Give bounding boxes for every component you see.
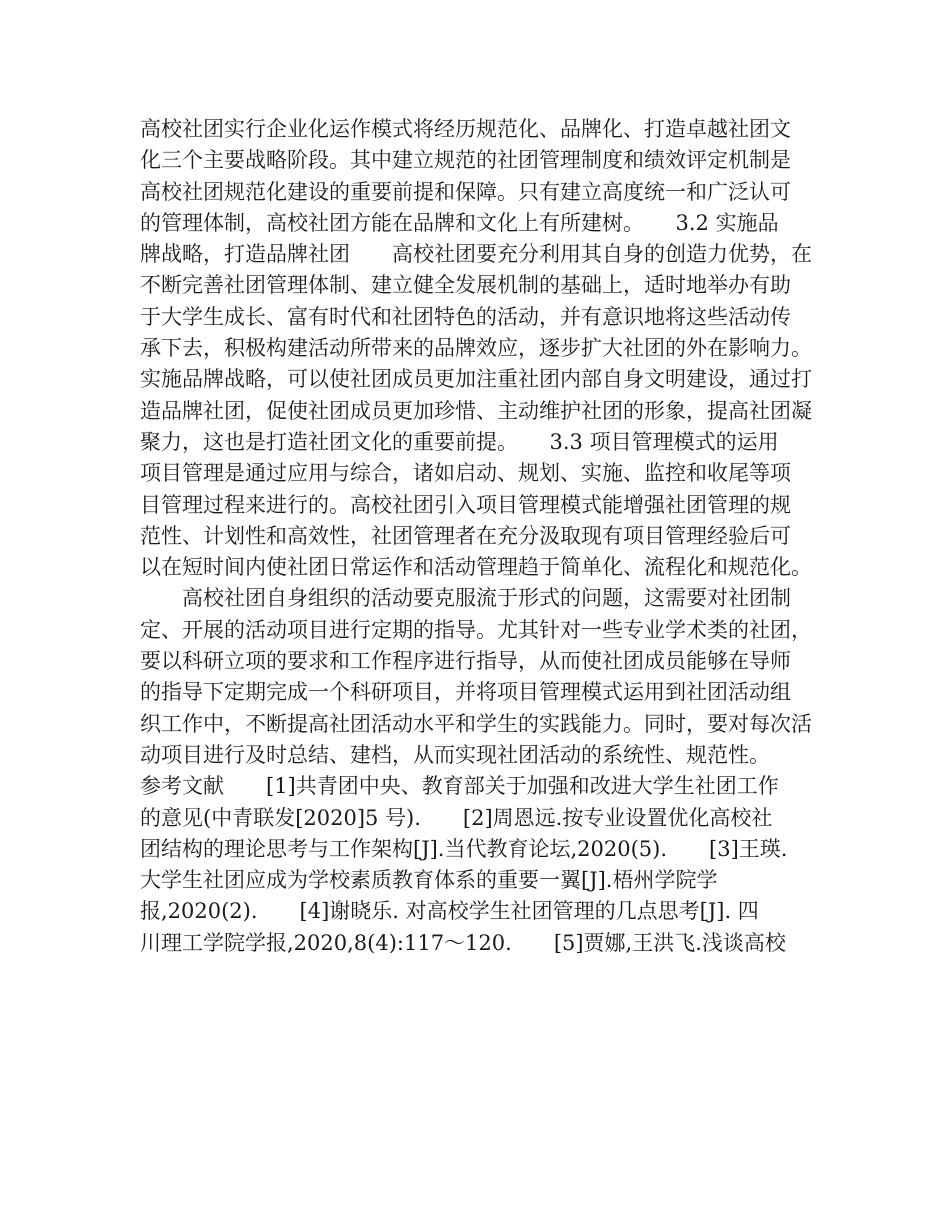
text-line: 造品牌社团，促使社团成员更加珍惜、主动维护社团的形象，提高社团凝 [140,398,812,423]
text-line: 大学生社团应成为学校素质教育体系的重要一翼[J].梧州学院学 [140,868,718,893]
text-line: 高校社团规范化建设的重要前提和保障。只有建立高度统一和广泛认可 [140,179,791,204]
text-line: 以在短时间内使社团日常运作和活动管理趋于简单化、流程化和规范化。 [140,555,812,580]
body-text [140,114,820,959]
text-line: 牌战略，打造品牌社团 高校社团要充分利用其自身的创造力优势，在 [140,242,812,267]
text-line: 的指导下定期完成一个科研项目，并将项目管理模式运用到社团活动组 [140,680,791,705]
text-line: 报,2020(2). [4]谢晓乐. 对高校学生社团管理的几点思考[J]. 四 [140,899,759,924]
text-line: 川理工学院学报,2020,8(4):117～120. [5]贾娜,王洪飞.浅谈高校 [140,930,786,955]
text-line: 要以科研立项的要求和工作程序进行指导，从而使社团成员能够在导师 [140,649,791,674]
text-line: 的意见(中青联发[2020]5 号). [2]周恩远.按专业设置优化高校社 [140,805,773,830]
text-line: 项目管理是通过应用与综合，诸如启动、规划、实施、监控和收尾等项 [140,461,791,486]
text-line: 目管理过程来进行的。高校社团引入项目管理模式能增强社团管理的规 [140,492,791,517]
text-line: 织工作中，不断提高社团活动水平和学生的实践能力。同时，要对每次活 [140,711,812,736]
text-line: 动项目进行及时总结、建档，从而实现社团活动的系统性、规范性。 [140,742,770,767]
text-line: 高校社团实行企业化运作模式将经历规范化、品牌化、打造卓越社团文 [140,117,791,141]
text-line: 的管理体制，高校社团方能在品牌和文化上有所建树。 3.2 实施品 [140,210,779,235]
text-line: 承下去，积极构建活动所带来的品牌效应，逐步扩大社团的外在影响力。 [140,336,812,361]
text-line: 于大学生成长、富有时代和社团特色的活动，并有意识地将这些活动传 [140,304,791,329]
text-line: 聚力，这也是打造社团文化的重要前提。 3.3 项目管理模式的运用 [140,429,779,454]
text-line: 化三个主要战略阶段。其中建立规范的社团管理制度和绩效评定机制是 [140,148,791,173]
text-line: 定、开展的活动项目进行定期的指导。尤其针对一些专业学术类的社团， [140,617,812,642]
text-line: 参考文献 [1]共青团中央、教育部关于加强和改进大学生社团工作 [140,774,779,799]
text-line: 不断完善社团管理体制、建立健全发展机制的基础上，适时地举办有助 [140,273,791,298]
text-line: 范性、计划性和高效性，社团管理者在充分汲取现有项目管理经验后可 [140,523,791,548]
text-line: 团结构的理论思考与工作架构[J].当代教育论坛,2020(5). [3]王瑛. [140,836,788,861]
text-line: 高校社团自身组织的活动要克服流于形式的问题，这需要对社团制 [140,586,791,611]
text-line: 实施品牌战略，可以使社团成员更加注重社团内部自身文明建设，通过打 [140,367,812,392]
